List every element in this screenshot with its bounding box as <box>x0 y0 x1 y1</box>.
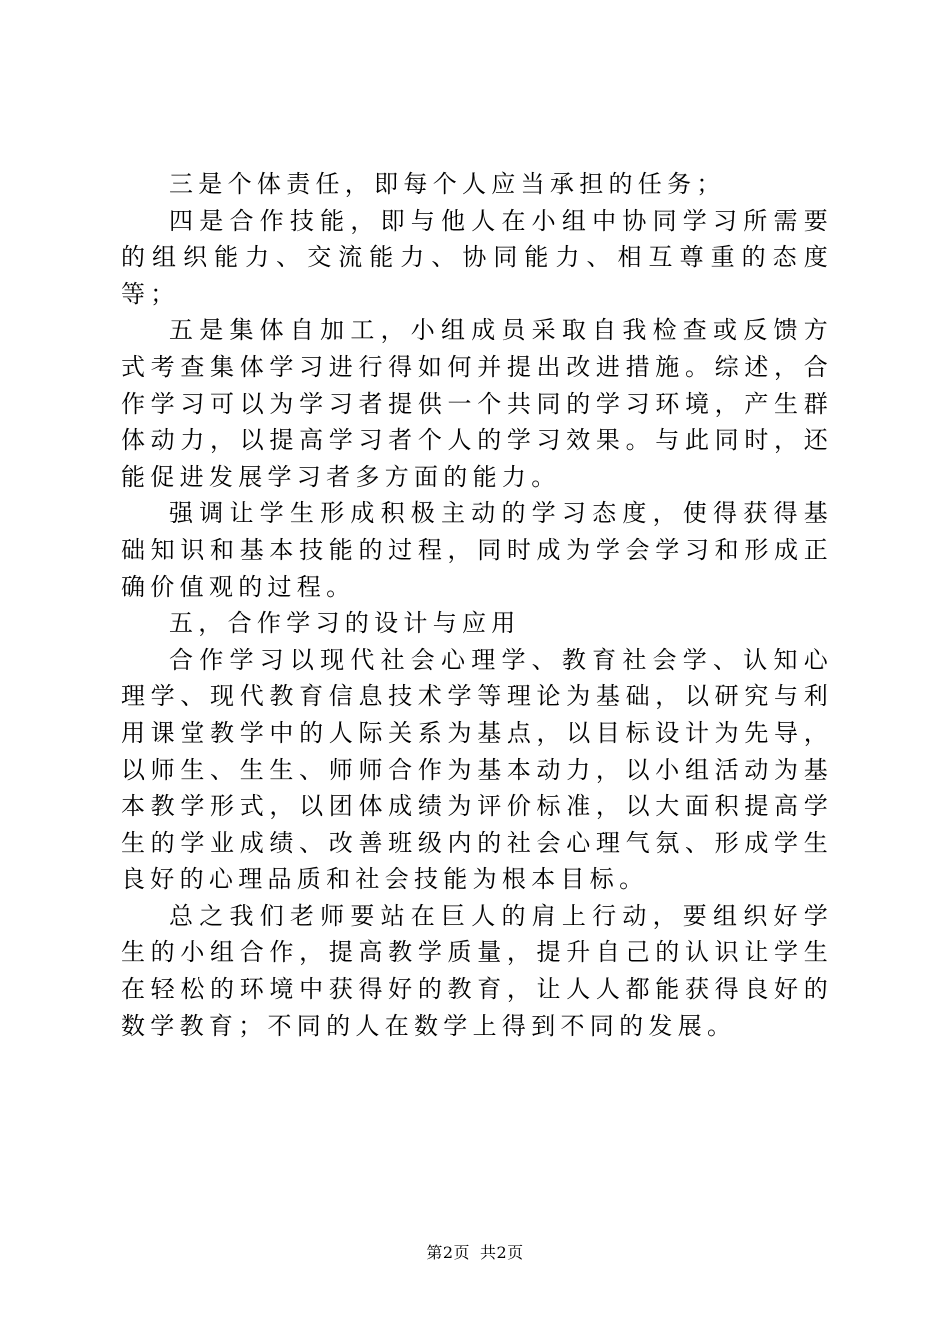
page-footer <box>0 1243 950 1263</box>
paragraph-individual-responsibility: 三是个体责任，即每个人应当承担的任务； <box>169 170 726 198</box>
paragraph-conclusion: 总之我们老师要站在巨人的肩上行动，要组织好学生的小组合作，提高教学质量，提升自己的认识让学生在轻松的环境中获得好的教育，让人人都能获得良好的数学教育；不同的人在数学上得到不同的发展。 <box>121 901 833 1040</box>
paragraph-group-processing: 五是集体自加工，小组成员采取自我检查或反馈方式考查集体学习进行得如何并提出改进措施。综述，合作学习可以为学习者提供一个共同的学习环境，产生群体动力，以提高学习者个人的学习效果。与此同时，还能促进发展学习者多方面的能力。 <box>121 316 833 491</box>
page-number-current: 第2页 <box>426 1243 470 1262</box>
paragraph-cooperation-skills: 四是合作技能，即与他人在小组中协同学习所需要的组织能力、交流能力、协同能力、相互尊重的态度等； <box>121 206 833 308</box>
paragraph-theory-basis: 合作学习以现代社会心理学、教育社会学、认知心理学、现代教育信息技术学等理论为基础，以研究与利用课堂教学中的人际关系为基点，以目标设计为先导，以师生、生生、师师合作为基本动力，以小组活动为基本教学形式，以团体成绩为评价标准，以大面积提高学生的学业成绩、改善班级内的社会心理气氛、形成学生良好的心理品质和社会技能为根本目标。 <box>121 645 833 894</box>
document-body <box>121 166 833 1044</box>
paragraph-learning-attitude: 强调让学生形成积极主动的学习态度，使得获得基础知识和基本技能的过程，同时成为学会学习和形成正确价值观的过程。 <box>121 499 833 601</box>
page-number-total: 共2页 <box>480 1243 524 1262</box>
section-heading-design-application: 五，合作学习的设计与应用 <box>169 609 521 638</box>
